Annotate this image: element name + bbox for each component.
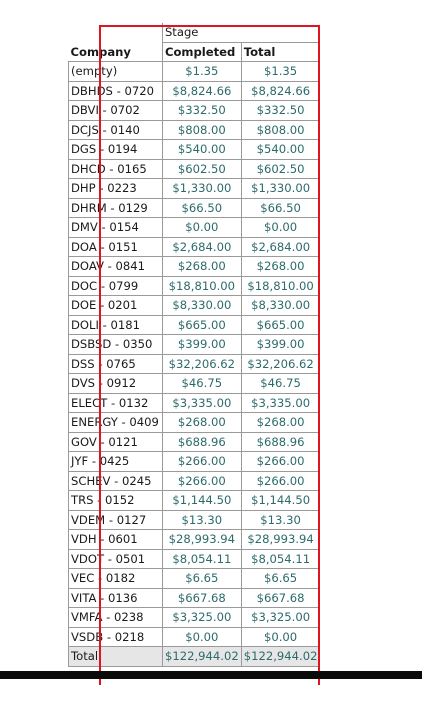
- total-value-cell[interactable]: $1.35: [241, 62, 320, 82]
- completed-value-cell[interactable]: $399.00: [162, 335, 241, 355]
- completed-value-cell[interactable]: $540.00: [162, 140, 241, 160]
- pivot-row: [69, 393, 320, 413]
- pivot-row: [69, 120, 320, 140]
- completed-value-cell[interactable]: $602.50: [162, 159, 241, 179]
- completed-value-cell[interactable]: $2,684.00: [162, 237, 241, 257]
- total-value-cell[interactable]: $665.00: [241, 315, 320, 335]
- pivot-row: [69, 608, 320, 628]
- total-value-cell[interactable]: $1,330.00: [241, 179, 320, 199]
- pivot-row: [69, 101, 320, 121]
- pivot-corner-cell: [69, 23, 163, 42]
- total-value-cell[interactable]: $266.00: [241, 452, 320, 472]
- total-value-cell[interactable]: $46.75: [241, 374, 320, 394]
- pivot-row: [69, 335, 320, 355]
- company-cell[interactable]: DOA - 0151: [69, 237, 163, 257]
- stage-header[interactable]: Stage: [162, 23, 320, 42]
- total-value-cell[interactable]: $0.00: [241, 218, 320, 238]
- company-cell[interactable]: DOE - 0201: [69, 296, 163, 316]
- total-value-cell[interactable]: $8,054.11: [241, 549, 320, 569]
- completed-value-cell[interactable]: $688.96: [162, 432, 241, 452]
- company-cell[interactable]: DBVI - 0702: [69, 101, 163, 121]
- total-value-cell[interactable]: $28,993.94: [241, 530, 320, 550]
- company-cell[interactable]: GOV - 0121: [69, 432, 163, 452]
- pivot-row: [69, 276, 320, 296]
- pivot-row: [69, 296, 320, 316]
- company-cell[interactable]: DHP - 0223: [69, 179, 163, 199]
- pivot-row: [69, 549, 320, 569]
- total-value-cell[interactable]: $6.65: [241, 569, 320, 589]
- company-cell[interactable]: DBHDS - 0720: [69, 81, 163, 101]
- company-cell[interactable]: DHCD - 0165: [69, 159, 163, 179]
- company-cell[interactable]: DHRM - 0129: [69, 198, 163, 218]
- company-cell[interactable]: DOC - 0799: [69, 276, 163, 296]
- pivot-row: [69, 413, 320, 433]
- bottom-edge-bar: [0, 671, 422, 679]
- company-cell[interactable]: DOLI - 0181: [69, 315, 163, 335]
- company-cell[interactable]: DOAV - 0841: [69, 257, 163, 277]
- total-value-cell[interactable]: $0.00: [241, 627, 320, 647]
- company-cell[interactable]: VMFA - 0238: [69, 608, 163, 628]
- company-cell[interactable]: TRS - 0152: [69, 491, 163, 511]
- total-value-cell[interactable]: $540.00: [241, 140, 320, 160]
- pivot-row: [69, 471, 320, 491]
- completed-value-cell[interactable]: $332.50: [162, 101, 241, 121]
- pivot-stage-header-row: [69, 23, 320, 42]
- completed-value-cell[interactable]: $46.75: [162, 374, 241, 394]
- company-cell[interactable]: DSBSD - 0350: [69, 335, 163, 355]
- company-cell[interactable]: DMV - 0154: [69, 218, 163, 238]
- completed-value-cell[interactable]: $0.00: [162, 218, 241, 238]
- pivot-row: [69, 218, 320, 238]
- total-value-cell[interactable]: $268.00: [241, 257, 320, 277]
- pivot-row: [69, 81, 320, 101]
- pivot-row: [69, 140, 320, 160]
- company-cell[interactable]: VEC - 0182: [69, 569, 163, 589]
- pivot-row: [69, 510, 320, 530]
- total-value-cell[interactable]: $399.00: [241, 335, 320, 355]
- completed-value-cell[interactable]: $8,330.00: [162, 296, 241, 316]
- total-value-cell[interactable]: $18,810.00: [241, 276, 320, 296]
- company-cell[interactable]: VDOT - 0501: [69, 549, 163, 569]
- pivot-body: [69, 62, 320, 667]
- completed-value-cell[interactable]: $1,330.00: [162, 179, 241, 199]
- company-cell[interactable]: ELECT - 0132: [69, 393, 163, 413]
- pivot-table: [68, 23, 320, 667]
- completed-value-cell[interactable]: $808.00: [162, 120, 241, 140]
- total-value-cell[interactable]: $667.68: [241, 588, 320, 608]
- completed-value-cell[interactable]: $18,810.00: [162, 276, 241, 296]
- pivot-row: [69, 62, 320, 82]
- completed-value-cell[interactable]: $66.50: [162, 198, 241, 218]
- total-value-cell[interactable]: $332.50: [241, 101, 320, 121]
- company-cell[interactable]: DGS - 0194: [69, 140, 163, 160]
- pivot-row: [69, 198, 320, 218]
- total-value-cell[interactable]: $3,335.00: [241, 393, 320, 413]
- completed-value-cell[interactable]: $8,824.66: [162, 81, 241, 101]
- total-value-cell[interactable]: $268.00: [241, 413, 320, 433]
- completed-value-cell[interactable]: $32,206.62: [162, 354, 241, 374]
- pivot-row: [69, 627, 320, 647]
- pivot-row: [69, 452, 320, 472]
- completed-value-cell[interactable]: $6.65: [162, 569, 241, 589]
- total-value-cell[interactable]: $3,325.00: [241, 608, 320, 628]
- total-value-cell[interactable]: $13.30: [241, 510, 320, 530]
- total-value-cell[interactable]: $808.00: [241, 120, 320, 140]
- pivot-row: [69, 237, 320, 257]
- total-value-cell[interactable]: $8,824.66: [241, 81, 320, 101]
- pivot-row: [69, 569, 320, 589]
- total-value-cell[interactable]: $602.50: [241, 159, 320, 179]
- total-column-header[interactable]: Total: [241, 42, 320, 62]
- company-cell[interactable]: JYF - 0425: [69, 452, 163, 472]
- completed-value-cell[interactable]: $3,325.00: [162, 608, 241, 628]
- total-value-cell[interactable]: $66.50: [241, 198, 320, 218]
- company-cell[interactable]: VDEM - 0127: [69, 510, 163, 530]
- pivot-row: [69, 432, 320, 452]
- pivot-column-header-row: [69, 42, 320, 62]
- completed-value-cell[interactable]: $266.00: [162, 471, 241, 491]
- pivot-row: [69, 257, 320, 277]
- company-cell[interactable]: Total: [69, 647, 163, 667]
- total-value-cell[interactable]: $8,330.00: [241, 296, 320, 316]
- completed-value-cell[interactable]: $8,054.11: [162, 549, 241, 569]
- pivot-row: [69, 374, 320, 394]
- company-cell[interactable]: DVS - 0912: [69, 374, 163, 394]
- completed-value-cell[interactable]: $0.00: [162, 627, 241, 647]
- company-cell[interactable]: DCJS - 0140: [69, 120, 163, 140]
- company-column-header[interactable]: Company: [69, 42, 163, 62]
- completed-value-cell[interactable]: $1.35: [162, 62, 241, 82]
- total-value-cell[interactable]: $2,684.00: [241, 237, 320, 257]
- company-cell[interactable]: SCHEV - 0245: [69, 471, 163, 491]
- completed-value-cell[interactable]: $268.00: [162, 413, 241, 433]
- company-cell[interactable]: DSS - 0765: [69, 354, 163, 374]
- completed-value-cell[interactable]: $13.30: [162, 510, 241, 530]
- completed-value-cell[interactable]: $3,335.00: [162, 393, 241, 413]
- total-value-cell[interactable]: $122,944.02: [241, 647, 320, 667]
- company-cell[interactable]: (empty): [69, 62, 163, 82]
- pivot-row: [69, 179, 320, 199]
- total-value-cell[interactable]: $1,144.50: [241, 491, 320, 511]
- completed-value-cell[interactable]: $28,993.94: [162, 530, 241, 550]
- company-cell[interactable]: ENERGY - 0409: [69, 413, 163, 433]
- pivot-row: [69, 530, 320, 550]
- pivot-row: [69, 588, 320, 608]
- company-cell[interactable]: VITA - 0136: [69, 588, 163, 608]
- pivot-row: [69, 354, 320, 374]
- completed-value-cell[interactable]: $665.00: [162, 315, 241, 335]
- completed-column-header[interactable]: Completed: [162, 42, 241, 62]
- total-value-cell[interactable]: $688.96: [241, 432, 320, 452]
- pivot-row: [69, 159, 320, 179]
- completed-value-cell[interactable]: $1,144.50: [162, 491, 241, 511]
- total-value-cell[interactable]: $32,206.62: [241, 354, 320, 374]
- completed-value-cell[interactable]: $268.00: [162, 257, 241, 277]
- completed-value-cell[interactable]: $266.00: [162, 452, 241, 472]
- pivot-row: [69, 491, 320, 511]
- company-cell[interactable]: VDH - 0601: [69, 530, 163, 550]
- pivot-row: [69, 315, 320, 335]
- total-value-cell[interactable]: $266.00: [241, 471, 320, 491]
- company-cell[interactable]: VSDB - 0218: [69, 627, 163, 647]
- pivot-row: [69, 647, 320, 667]
- completed-value-cell[interactable]: $667.68: [162, 588, 241, 608]
- completed-value-cell[interactable]: $122,944.02: [162, 647, 241, 667]
